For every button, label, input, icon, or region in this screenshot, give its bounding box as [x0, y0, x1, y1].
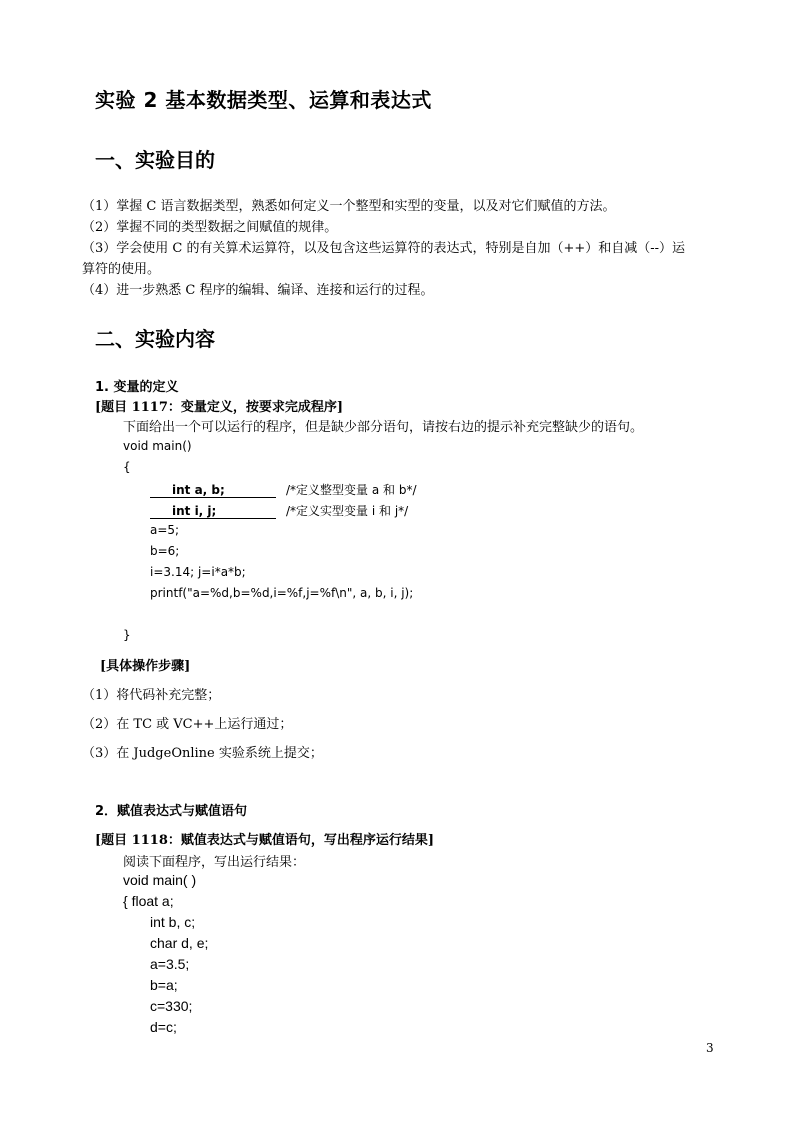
section-heading-purpose: 一、实验目的	[95, 148, 215, 172]
steps-title: [具体操作步骤]	[100, 659, 191, 674]
subsection-title-1: 1. 变量的定义	[95, 380, 179, 395]
code2-line: c=330;	[150, 998, 193, 1014]
purpose-item-3-cont: 算符的使用。	[82, 262, 161, 277]
problem-title-1118: [题目 1118：赋值表达式与赋值语句，写出程序运行结果]	[95, 833, 435, 848]
problem-desc-1117: 下面给出一个可以运行的程序，但是缺少部分语句，请按右边的提示补充完整缺少的语句。	[123, 420, 644, 435]
step-item-1: （1）将代码补充完整；	[82, 688, 221, 703]
purpose-item-4: （4）进一步熟悉 C 程序的编辑、编译、连接和运行的过程。	[82, 283, 434, 298]
subsection-title-2: 2．赋值表达式与赋值语句	[95, 804, 248, 819]
code-fill-line-2	[150, 502, 408, 519]
code-open-brace: {	[123, 460, 131, 474]
code-line: printf("a=%d,b=%d,i=%f,j=%f\n", a, b, i, j);	[150, 586, 414, 600]
code2-line: d=c;	[150, 1019, 177, 1035]
answer-blank-2: int i, j;	[150, 504, 276, 519]
code2-line: b=a;	[150, 977, 178, 993]
step-item-2: （2）在 TC 或 VC++上运行通过；	[82, 717, 293, 732]
purpose-item-3: （3）学会使用 C 的有关算术运算符，以及包含这些运算符的表达式，特别是自加（++）和自减（--）运	[82, 241, 686, 256]
purpose-item-1: （1）掌握 C 语言数据类型，熟悉如何定义一个整型和实型的变量，以及对它们赋值的方法。	[82, 199, 616, 214]
code-fill-line-1	[150, 481, 417, 498]
code-comment-2: /*定义实型变量 i 和 j*/	[286, 504, 409, 518]
code-line: a=5;	[150, 523, 180, 537]
answer-blank-1: int a, b;	[150, 483, 276, 498]
code2-line: char d, e;	[150, 935, 209, 951]
code2-line: void main( )	[123, 872, 197, 888]
code-line: b=6;	[150, 544, 180, 558]
section-heading-content: 二、实验内容	[95, 327, 215, 351]
code2-line: a=3.5;	[150, 956, 190, 972]
code-line-main: void main()	[123, 439, 192, 453]
code2-line: int b, c;	[150, 914, 196, 930]
code-close-brace: }	[123, 628, 131, 642]
problem-title-1117: [题目 1117：变量定义，按要求完成程序]	[95, 400, 344, 415]
code-line: i=3.14; j=i*a*b;	[150, 565, 246, 579]
code2-line: { float a;	[123, 893, 174, 909]
page-title: 实验 2 基本数据类型、运算和表达式	[95, 88, 432, 112]
problem-desc-1118: 阅读下面程序，写出运行结果：	[123, 855, 306, 870]
code-comment-1: /*定义整型变量 a 和 b*/	[286, 483, 417, 497]
purpose-item-2: （2）掌握不同的类型数据之间赋值的规律。	[82, 220, 338, 235]
page-number: 3	[706, 1041, 714, 1055]
step-item-3: （3）在 JudgeOnline 实验系统上提交；	[82, 746, 323, 761]
